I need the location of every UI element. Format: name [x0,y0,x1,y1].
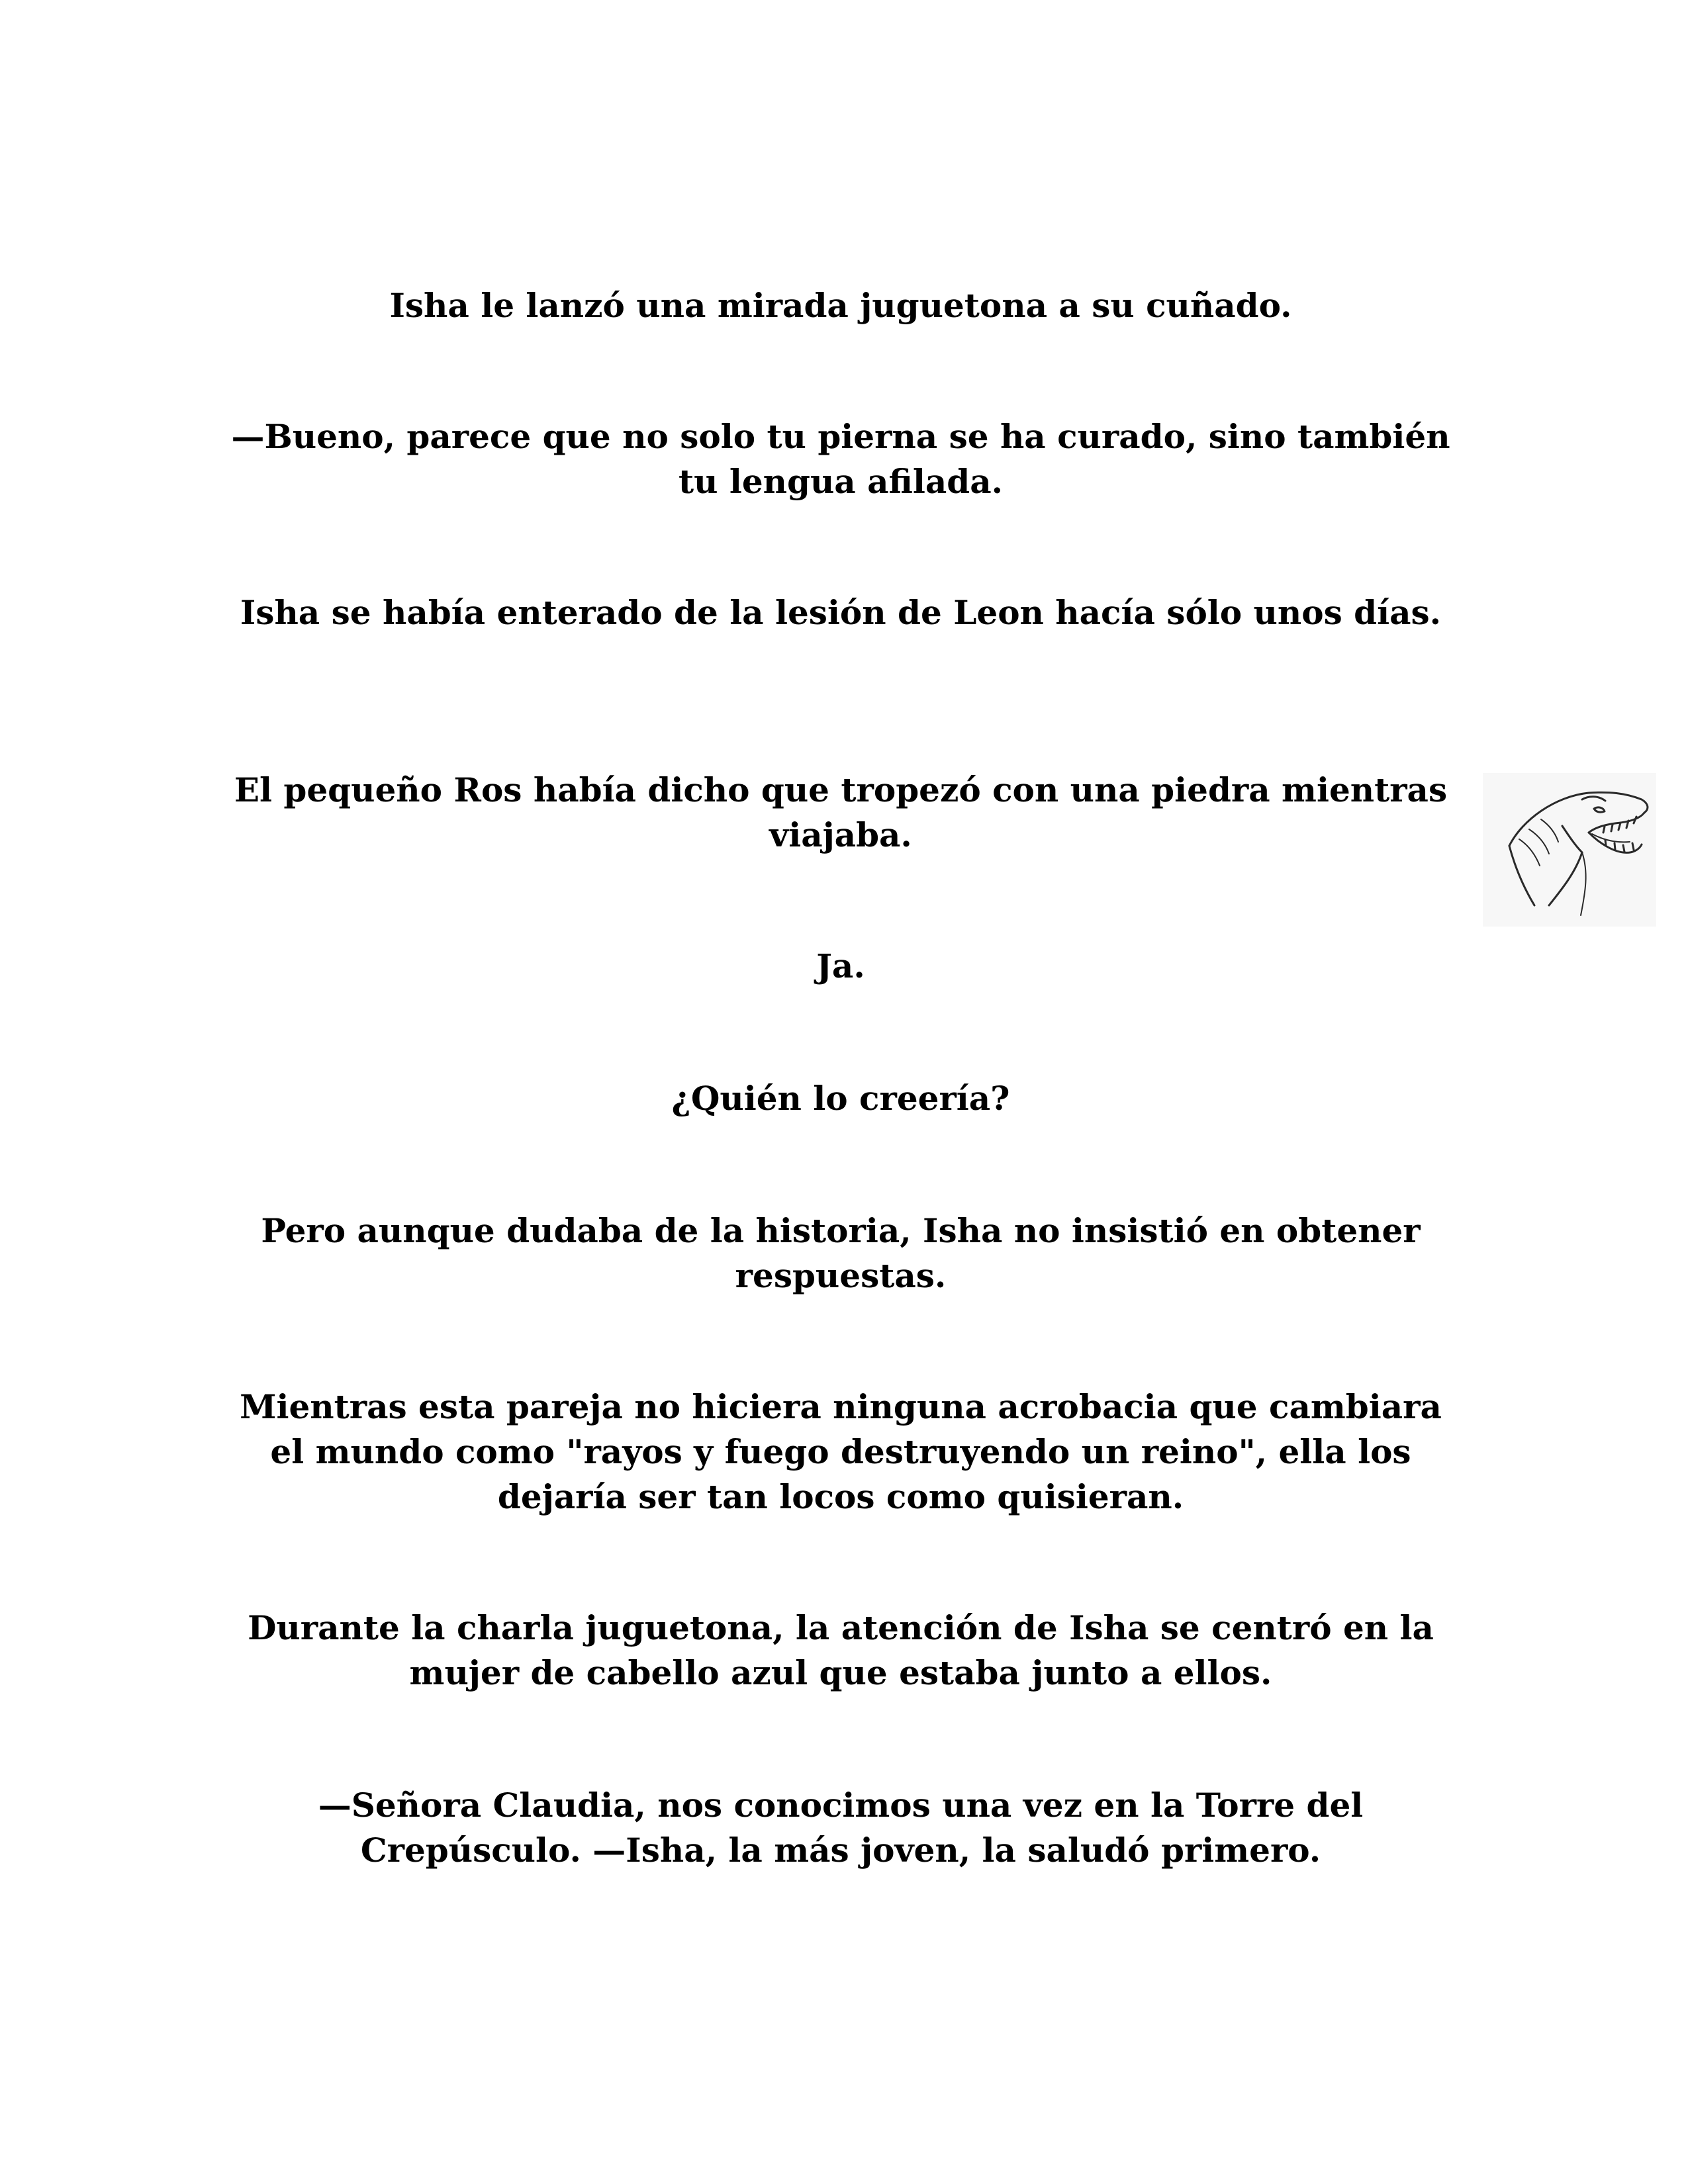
paragraph-10: —Señora Claudia, nos conocimos una vez en la Torre del Crepúsculo. —Isha, la más joven, la saludó primero. [318,1786,1364,1870]
dinosaur-head-sketch-icon [1483,773,1656,927]
paragraph-7: Pero aunque dudaba de la historia, Isha no insistió en obtener respuestas. [261,1211,1421,1295]
paragraph-4: El pequeño Ros había dicho que tropezó con una piedra mientras viajaba. [234,770,1448,854]
paragraph-2: —Bueno, parece que no solo tu pierna se ha curado, sino también tu lengua afilada. [231,417,1450,501]
paragraph-9: Durante la charla juguetona, la atención de Isha se centró en la mujer de cabello azul que estaba junto a ellos. [248,1608,1434,1692]
paragraph-1: Isha le lanzó una mirada juguetona a su cuñado. [389,286,1292,325]
paragraph-5: Ja. [816,946,865,985]
paragraph-3: Isha se había enterado de la lesión de Leon hacía sólo unos días. [240,593,1442,632]
paragraph-6: ¿Quién lo creería? [671,1079,1010,1118]
paragraph-8: Mientras esta pareja no hiciera ninguna acrobacia que cambiara el mundo como "rayos y fuego destruyendo un reino", ella los dejaría ser tan locos como quisieran. [240,1387,1442,1516]
